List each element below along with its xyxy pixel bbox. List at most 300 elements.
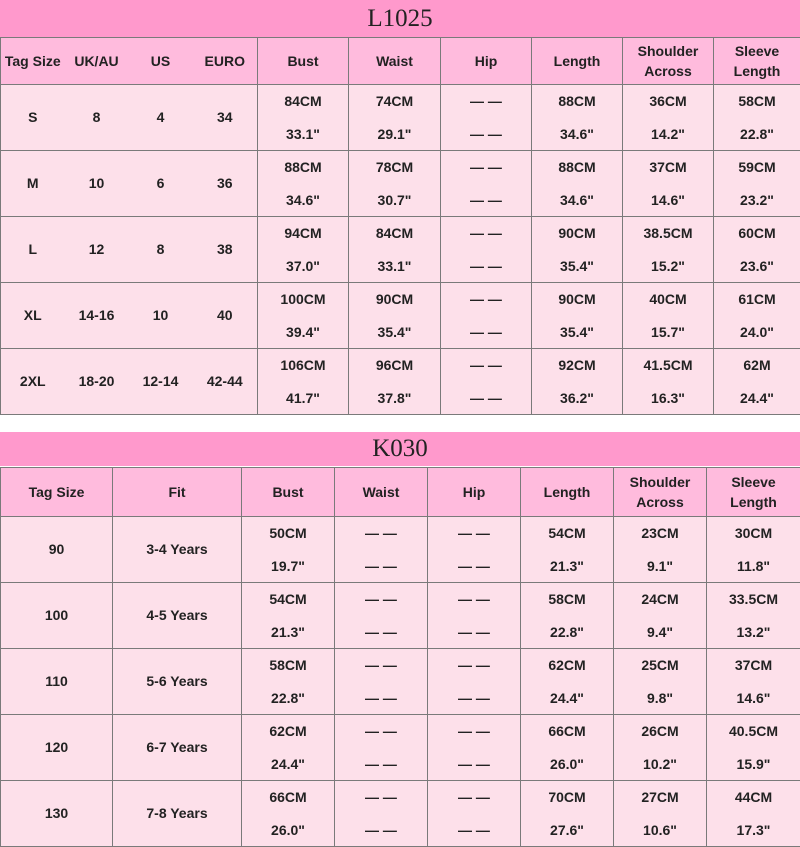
shoulder-cell-pair — [614, 781, 706, 846]
shoulder-cell-cm: 37CM — [623, 151, 713, 184]
uk-au-cell: 12 — [65, 217, 129, 283]
euro-cell: 42-44 — [193, 349, 258, 415]
bust-cell — [258, 283, 349, 349]
length-cell — [521, 781, 614, 847]
waist-cell-cm: — — — [335, 649, 427, 682]
tag-size-cell: L — [1, 217, 65, 283]
hip-cell — [428, 583, 521, 649]
hip-cell-pair — [441, 283, 531, 348]
sleeve-cell — [714, 283, 800, 349]
waist-cell — [349, 283, 441, 349]
waist-cell-inch: — — — [335, 682, 427, 715]
sleeve-cell — [714, 217, 800, 283]
bust-cell-pair — [242, 781, 334, 846]
shoulder-cell-pair — [623, 151, 713, 216]
length-cell — [532, 217, 623, 283]
length-cell-inch: 34.6" — [532, 184, 622, 217]
fit-cell: 7-8 Years — [113, 781, 242, 847]
shoulder-cell-cm: 23CM — [614, 517, 706, 550]
waist-cell-pair — [349, 217, 440, 282]
uk-au-cell: 18-20 — [65, 349, 129, 415]
sleeve-cell-inch: 23.6" — [714, 250, 800, 283]
bust-cell-pair — [258, 283, 348, 348]
hip-cell-pair — [441, 151, 531, 216]
waist-cell — [335, 649, 428, 715]
header-length: Length — [532, 38, 623, 85]
sleeve-cell — [714, 85, 800, 151]
euro-cell: 34 — [193, 85, 258, 151]
sleeve-cell-pair — [707, 517, 800, 582]
tag-size-cell: 120 — [1, 715, 113, 781]
waist-cell-pair — [335, 781, 427, 846]
waist-cell — [335, 583, 428, 649]
length-cell-inch: 36.2" — [532, 382, 622, 415]
shoulder-cell-cm: 27CM — [614, 781, 706, 814]
shoulder-cell-pair — [623, 85, 713, 150]
shoulder-cell — [614, 583, 707, 649]
euro-cell: 40 — [193, 283, 258, 349]
length-cell-pair — [532, 349, 622, 414]
euro-cell: 38 — [193, 217, 258, 283]
length-cell-inch: 35.4" — [532, 316, 622, 349]
sleeve-cell — [707, 583, 800, 649]
sleeve-cell-cm: 37CM — [707, 649, 800, 682]
uk-au-cell: 14-16 — [65, 283, 129, 349]
bust-cell-pair — [242, 715, 334, 780]
waist-cell-inch: — — — [335, 550, 427, 583]
table-row — [1, 583, 800, 649]
bust-cell-cm: 50CM — [242, 517, 334, 550]
length-cell-cm: 90CM — [532, 283, 622, 316]
length-cell-cm: 58CM — [521, 583, 613, 616]
hip-cell-pair — [441, 349, 531, 414]
sleeve-cell-cm: 61CM — [714, 283, 800, 316]
length-cell-cm: 66CM — [521, 715, 613, 748]
bust-cell — [258, 85, 349, 151]
euro-cell: 36 — [193, 151, 258, 217]
bust-cell — [242, 715, 335, 781]
shoulder-cell-pair — [614, 649, 706, 714]
sleeve-cell-inch: 24.0" — [714, 316, 800, 349]
length-cell-cm: 70CM — [521, 781, 613, 814]
table2-title: K030 — [0, 432, 800, 466]
sleeve-cell-inch: 11.8" — [707, 550, 800, 583]
length-cell-cm: 90CM — [532, 217, 622, 250]
us-cell: 6 — [129, 151, 193, 217]
hip-cell-inch: — — — [428, 814, 520, 847]
hip-cell — [428, 781, 521, 847]
waist-cell-inch: 35.4" — [349, 316, 440, 349]
sleeve-cell — [707, 781, 800, 847]
shoulder-cell-cm: 38.5CM — [623, 217, 713, 250]
fit-cell: 5-6 Years — [113, 649, 242, 715]
tag-size-cell: 100 — [1, 583, 113, 649]
hip-cell-inch: — — — [441, 184, 531, 217]
fit-cell: 6-7 Years — [113, 715, 242, 781]
waist-cell-pair — [335, 583, 427, 648]
waist-cell — [335, 517, 428, 583]
shoulder-cell-pair — [623, 217, 713, 282]
length-cell — [532, 151, 623, 217]
sleeve-cell-pair — [714, 349, 800, 414]
bust-cell-pair — [258, 349, 348, 414]
bust-cell — [242, 583, 335, 649]
sleeve-cell — [714, 151, 800, 217]
hip-cell-inch: — — — [428, 550, 520, 583]
sleeve-cell-pair — [714, 85, 800, 150]
length-cell-pair — [532, 85, 622, 150]
shoulder-cell — [623, 85, 714, 151]
waist-cell — [349, 151, 441, 217]
length-cell — [532, 283, 623, 349]
tag-size-cell: S — [1, 85, 65, 151]
hip-cell-cm: — — — [441, 151, 531, 184]
hip-cell-inch: — — — [441, 118, 531, 151]
sleeve-cell-pair — [714, 217, 800, 282]
header-hip: Hip — [441, 38, 532, 85]
hip-cell-pair — [441, 85, 531, 150]
shoulder-cell-pair — [623, 349, 713, 414]
waist-cell-inch: 37.8" — [349, 382, 440, 415]
waist-cell — [349, 85, 441, 151]
sleeve-cell-inch: 23.2" — [714, 184, 800, 217]
bust-cell — [258, 151, 349, 217]
shoulder-cell-inch: 15.7" — [623, 316, 713, 349]
sleeve-cell — [707, 715, 800, 781]
tag-size-cell: M — [1, 151, 65, 217]
shoulder-cell — [623, 151, 714, 217]
hip-cell-pair — [441, 217, 531, 282]
waist-cell-cm: 78CM — [349, 151, 440, 184]
waist-cell-inch: — — — [335, 616, 427, 649]
waist-cell — [335, 781, 428, 847]
waist-cell — [349, 349, 441, 415]
waist-cell-pair — [335, 517, 427, 582]
length-cell-cm: 92CM — [532, 349, 622, 382]
header-length: Length — [521, 468, 614, 517]
shoulder-cell-pair — [614, 583, 706, 648]
length-cell — [521, 715, 614, 781]
length-cell-pair — [532, 217, 622, 282]
size-chart-table-1 — [0, 37, 800, 415]
waist-cell-pair — [335, 715, 427, 780]
bust-cell-pair — [258, 85, 348, 150]
waist-cell-cm: 74CM — [349, 85, 440, 118]
hip-cell-cm: — — — [428, 583, 520, 616]
hip-cell — [428, 715, 521, 781]
table-row — [1, 217, 800, 283]
length-cell-pair — [532, 151, 622, 216]
header-sleeve-length: Sleeve Length — [714, 38, 800, 85]
bust-cell — [242, 517, 335, 583]
waist-cell-inch: 33.1" — [349, 250, 440, 283]
sleeve-cell — [707, 517, 800, 583]
length-cell-inch: 27.6" — [521, 814, 613, 847]
shoulder-cell-inch: 10.6" — [614, 814, 706, 847]
shoulder-cell-inch: 9.4" — [614, 616, 706, 649]
table1-title: L1025 — [0, 0, 800, 37]
bust-cell-cm: 94CM — [258, 217, 348, 250]
length-cell-pair — [521, 715, 613, 780]
waist-cell-cm: 96CM — [349, 349, 440, 382]
shoulder-cell-cm: 26CM — [614, 715, 706, 748]
header-uk-au: UK/AU — [65, 38, 129, 85]
us-cell: 8 — [129, 217, 193, 283]
hip-cell-cm: — — — [441, 217, 531, 250]
sleeve-cell-cm: 58CM — [714, 85, 800, 118]
shoulder-cell-pair — [614, 715, 706, 780]
uk-au-cell: 10 — [65, 151, 129, 217]
header-shoulder-across: Shoulder Across — [623, 38, 714, 85]
shoulder-cell — [614, 715, 707, 781]
bust-cell-cm: 106CM — [258, 349, 348, 382]
length-cell — [532, 85, 623, 151]
header-us: US — [129, 38, 193, 85]
header-shoulder-across: Shoulder Across — [614, 468, 707, 517]
hip-cell — [441, 85, 532, 151]
shoulder-cell-pair — [614, 517, 706, 582]
shoulder-cell-pair — [623, 283, 713, 348]
sleeve-cell-pair — [707, 583, 800, 648]
length-cell-pair — [521, 517, 613, 582]
header-waist: Waist — [349, 38, 441, 85]
table-row — [1, 715, 800, 781]
hip-cell-pair — [428, 517, 520, 582]
header-hip: Hip — [428, 468, 521, 517]
sleeve-cell-cm: 40.5CM — [707, 715, 800, 748]
sleeve-cell-cm: 33.5CM — [707, 583, 800, 616]
hip-cell-inch: — — — [441, 316, 531, 349]
hip-cell-inch: — — — [441, 382, 531, 415]
shoulder-cell-inch: 9.1" — [614, 550, 706, 583]
bust-cell — [242, 649, 335, 715]
length-cell-pair — [521, 649, 613, 714]
shoulder-cell-cm: 36CM — [623, 85, 713, 118]
shoulder-cell-cm: 25CM — [614, 649, 706, 682]
hip-cell — [441, 283, 532, 349]
hip-cell-inch: — — — [428, 616, 520, 649]
length-cell-pair — [521, 781, 613, 846]
sleeve-cell-inch: 13.2" — [707, 616, 800, 649]
length-cell-inch: 24.4" — [521, 682, 613, 715]
hip-cell — [441, 349, 532, 415]
hip-cell-cm: — — — [441, 349, 531, 382]
waist-cell-pair — [349, 349, 440, 414]
sleeve-cell-inch: 14.6" — [707, 682, 800, 715]
hip-cell-pair — [428, 781, 520, 846]
shoulder-cell-inch: 16.3" — [623, 382, 713, 415]
hip-cell-cm: — — — [428, 781, 520, 814]
waist-cell-pair — [349, 151, 440, 216]
bust-cell-inch: 24.4" — [242, 748, 334, 781]
waist-cell-inch: — — — [335, 814, 427, 847]
header-bust: Bust — [258, 38, 349, 85]
hip-cell-cm: — — — [428, 649, 520, 682]
bust-cell — [242, 781, 335, 847]
length-cell-inch: 34.6" — [532, 118, 622, 151]
waist-cell-pair — [349, 283, 440, 348]
sleeve-cell — [714, 349, 800, 415]
sleeve-cell-pair — [714, 151, 800, 216]
waist-cell-pair — [335, 649, 427, 714]
header-bust: Bust — [242, 468, 335, 517]
length-cell-cm: 88CM — [532, 151, 622, 184]
length-cell-inch: 22.8" — [521, 616, 613, 649]
hip-cell-inch: — — — [441, 250, 531, 283]
sleeve-cell-cm: 30CM — [707, 517, 800, 550]
bust-cell-inch: 34.6" — [258, 184, 348, 217]
hip-cell — [441, 217, 532, 283]
bust-cell-pair — [242, 583, 334, 648]
bust-cell-inch: 41.7" — [258, 382, 348, 415]
waist-cell-inch: — — — [335, 748, 427, 781]
size-chart-table-2 — [0, 467, 800, 847]
bust-cell-pair — [242, 649, 334, 714]
bust-cell-inch: 37.0" — [258, 250, 348, 283]
bust-cell-inch: 21.3" — [242, 616, 334, 649]
length-cell-pair — [521, 583, 613, 648]
waist-cell-cm: — — — [335, 583, 427, 616]
hip-cell-cm: — — — [441, 283, 531, 316]
bust-cell-cm: 88CM — [258, 151, 348, 184]
bust-cell-cm: 62CM — [242, 715, 334, 748]
uk-au-cell: 8 — [65, 85, 129, 151]
shoulder-cell-inch: 15.2" — [623, 250, 713, 283]
length-cell — [521, 517, 614, 583]
sleeve-cell-pair — [714, 283, 800, 348]
waist-cell-cm: — — — [335, 517, 427, 550]
shoulder-cell — [623, 283, 714, 349]
bust-cell-inch: 22.8" — [242, 682, 334, 715]
tag-size-cell: 2XL — [1, 349, 65, 415]
header-fit: Fit — [113, 468, 242, 517]
bust-cell-cm: 54CM — [242, 583, 334, 616]
hip-cell-cm: — — — [441, 85, 531, 118]
length-cell-pair — [532, 283, 622, 348]
tag-size-cell: 90 — [1, 517, 113, 583]
hip-cell — [428, 649, 521, 715]
hip-cell-pair — [428, 649, 520, 714]
length-cell-inch: 21.3" — [521, 550, 613, 583]
fit-cell: 4-5 Years — [113, 583, 242, 649]
shoulder-cell-inch: 14.6" — [623, 184, 713, 217]
shoulder-cell-inch: 14.2" — [623, 118, 713, 151]
sleeve-cell-inch: 15.9" — [707, 748, 800, 781]
sleeve-cell-inch: 24.4" — [714, 382, 800, 415]
table-row — [1, 349, 800, 415]
length-cell-inch: 35.4" — [532, 250, 622, 283]
table-row — [1, 649, 800, 715]
shoulder-cell-cm: 41.5CM — [623, 349, 713, 382]
header-tag-size: Tag Size — [1, 468, 113, 517]
length-cell — [521, 649, 614, 715]
tag-size-cell: 130 — [1, 781, 113, 847]
us-cell: 10 — [129, 283, 193, 349]
us-cell: 4 — [129, 85, 193, 151]
length-cell-cm: 62CM — [521, 649, 613, 682]
waist-cell — [335, 715, 428, 781]
tag-size-cell: XL — [1, 283, 65, 349]
sleeve-cell-cm: 44CM — [707, 781, 800, 814]
table-row — [1, 517, 800, 583]
us-cell: 12-14 — [129, 349, 193, 415]
header-euro: EURO — [193, 38, 258, 85]
sleeve-cell-inch: 17.3" — [707, 814, 800, 847]
bust-cell-inch: 33.1" — [258, 118, 348, 151]
sleeve-cell-pair — [707, 649, 800, 714]
table-row — [1, 85, 800, 151]
bust-cell-cm: 100CM — [258, 283, 348, 316]
bust-cell — [258, 349, 349, 415]
waist-cell-cm: — — — [335, 715, 427, 748]
header-waist: Waist — [335, 468, 428, 517]
length-cell — [532, 349, 623, 415]
length-cell — [521, 583, 614, 649]
shoulder-cell-inch: 10.2" — [614, 748, 706, 781]
hip-cell-pair — [428, 715, 520, 780]
tag-size-cell: 110 — [1, 649, 113, 715]
sleeve-cell-cm: 60CM — [714, 217, 800, 250]
shoulder-cell — [614, 517, 707, 583]
shoulder-cell-cm: 24CM — [614, 583, 706, 616]
table-row — [1, 283, 800, 349]
hip-cell-inch: — — — [428, 682, 520, 715]
sleeve-cell-cm: 59CM — [714, 151, 800, 184]
waist-cell — [349, 217, 441, 283]
waist-cell-cm: 90CM — [349, 283, 440, 316]
bust-cell-pair — [258, 217, 348, 282]
bust-cell-inch: 26.0" — [242, 814, 334, 847]
fit-cell: 3-4 Years — [113, 517, 242, 583]
hip-cell-inch: — — — [428, 748, 520, 781]
hip-cell — [441, 151, 532, 217]
waist-cell-cm: 84CM — [349, 217, 440, 250]
waist-cell-cm: — — — [335, 781, 427, 814]
hip-cell — [428, 517, 521, 583]
bust-cell-cm: 84CM — [258, 85, 348, 118]
sleeve-cell-inch: 22.8" — [714, 118, 800, 151]
waist-cell-inch: 29.1" — [349, 118, 440, 151]
shoulder-cell — [623, 349, 714, 415]
bust-cell — [258, 217, 349, 283]
table-row — [1, 151, 800, 217]
hip-cell-cm: — — — [428, 517, 520, 550]
shoulder-cell — [614, 649, 707, 715]
length-cell-cm: 88CM — [532, 85, 622, 118]
bust-cell-inch: 39.4" — [258, 316, 348, 349]
bust-cell-inch: 19.7" — [242, 550, 334, 583]
hip-cell-pair — [428, 583, 520, 648]
sleeve-cell — [707, 649, 800, 715]
bust-cell-pair — [258, 151, 348, 216]
bust-cell-cm: 58CM — [242, 649, 334, 682]
sleeve-cell-cm: 62M — [714, 349, 800, 382]
hip-cell-cm: — — — [428, 715, 520, 748]
sleeve-cell-pair — [707, 715, 800, 780]
shoulder-cell — [623, 217, 714, 283]
header-tag-size: Tag Size — [1, 38, 65, 85]
shoulder-cell-cm: 40CM — [623, 283, 713, 316]
bust-cell-pair — [242, 517, 334, 582]
length-cell-inch: 26.0" — [521, 748, 613, 781]
shoulder-cell-inch: 9.8" — [614, 682, 706, 715]
waist-cell-inch: 30.7" — [349, 184, 440, 217]
sleeve-cell-pair — [707, 781, 800, 846]
bust-cell-cm: 66CM — [242, 781, 334, 814]
shoulder-cell — [614, 781, 707, 847]
table-row — [1, 781, 800, 847]
waist-cell-pair — [349, 85, 440, 150]
